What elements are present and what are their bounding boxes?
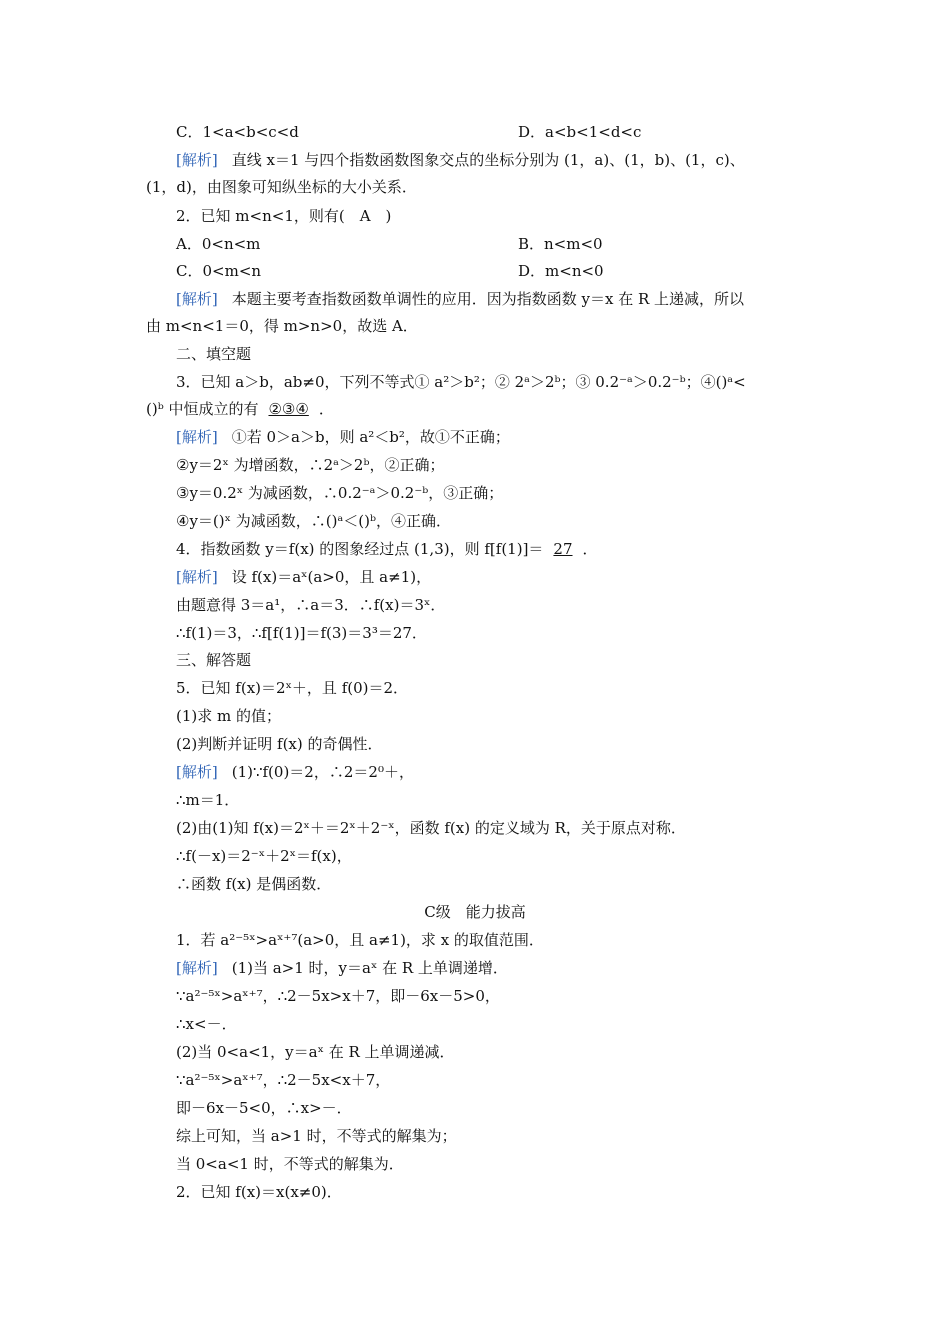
analysis-tag: [解析] [176, 763, 218, 781]
q5-analysis-line-4: ∴f(－x)＝2⁻ˣ＋2ˣ＝f(x)， [176, 847, 352, 865]
c1-analysis-line-3: ∴x<－． [176, 1015, 237, 1033]
q3-analysis-line-3: ③y＝0.2ˣ 为减函数，∴0.2⁻ᵃ＞0.2⁻ᵇ，③正确； [176, 484, 504, 502]
q2-option-c: C．0<m<n [176, 262, 262, 280]
c-question-2: 2．已知 f(x)＝x(x≠0)． [176, 1183, 342, 1201]
q3-analysis-line-4: ④y＝()ˣ 为减函数，∴()ᵃ＜()ᵇ，④正确． [176, 512, 451, 530]
q5-analysis-line-2: ∴m＝1． [176, 791, 240, 809]
analysis-tag: [解析] [176, 290, 218, 308]
section-fill-in-title: 二、填空题 [176, 345, 252, 363]
analysis-tag: [解析] [176, 151, 218, 169]
q2-options-ab [176, 231, 856, 257]
q4-analysis-line-3: ∴f(1)＝3，∴f[f(1)]＝f(3)＝3³＝27． [176, 624, 427, 642]
c-question-1: 1．若 a²⁻⁵ˣ>aˣ⁺⁷(a>0，且 a≠1)，求 x 的取值范围． [176, 931, 544, 949]
c1-analysis-line-5: ∵a²⁻⁵ˣ>aˣ⁺⁷，∴2－5x<x＋7， [176, 1071, 391, 1089]
analysis-tag: [解析] [176, 428, 218, 446]
q3-answer-blank: ②③④ [268, 400, 309, 418]
analysis-tag: [解析] [176, 568, 218, 586]
q4-analysis-line-1: [解析] 设 f(x)＝aˣ(a>0，且 a≠1)， [176, 568, 432, 586]
question-2: 2．已知 m<n<1，则有( A ) [176, 207, 392, 225]
question-3-line-1: 3．已知 a＞b，ab≠0，下列不等式① a²＞b²；② 2ᵃ＞2ᵇ；③ 0.2⁻ᵃ＞0.2⁻ᵇ；④()ᵃ< [176, 373, 746, 391]
c1-analysis-line-7: 综上可知，当 a>1 时，不等式的解集为； [176, 1127, 457, 1145]
q2-options-cd [176, 258, 856, 284]
q5-analysis-line-3: (2)由(1)知 f(x)＝2ˣ＋＝2ˣ＋2⁻ˣ，函数 f(x) 的定义域为 R，关于原点对称． [176, 819, 686, 837]
q1-analysis-line-1: [解析] 直线 x＝1 与四个指数函数图象交点的坐标分别为 (1，a)、(1，b)、(1，c)、 [176, 151, 745, 169]
q1-option-d: D．a<b<1<d<c [518, 123, 642, 141]
analysis-tag: [解析] [176, 959, 218, 977]
q1-options-cd [176, 119, 856, 145]
q2-option-b: B．n<m<0 [518, 235, 603, 253]
section-answer-title: 三、解答题 [176, 651, 252, 669]
q5-analysis-line-1: [解析] (1)∵f(0)＝2，∴2＝2⁰＋， [176, 763, 414, 781]
q3-analysis-line-2: ②y＝2ˣ 为增函数，∴2ᵃ＞2ᵇ，②正确； [176, 456, 445, 474]
level-c-heading: C级 能力拔高 [424, 903, 526, 921]
q3-analysis-line-1: [解析] ①若 0＞a＞b，则 a²＜b²，故①不正确； [176, 428, 510, 446]
q5-analysis-line-5: ∴函数 f(x) 是偶函数． [176, 875, 332, 893]
question-4: 4．指数函数 y＝f(x) 的图象经过点 (1,3)，则 f[f(1)]＝ 27 ． [176, 536, 856, 562]
q4-answer-blank: 27 [553, 540, 573, 558]
c1-analysis-line-2: ∵a²⁻⁵ˣ>aˣ⁺⁷，∴2－5x>x＋7，即－6x－5>0， [176, 987, 500, 1005]
c1-analysis-line-4: (2)当 0<a<1，y＝aˣ 在 R 上单调递减． [176, 1043, 455, 1061]
c1-analysis-line-1: [解析] (1)当 a>1 时，y＝aˣ 在 R 上单调递增． [176, 959, 508, 977]
q2-option-d: D．m<n<0 [518, 262, 604, 280]
q1-analysis-line-2: (1，d)，由图象可知纵坐标的大小关系． [146, 178, 417, 196]
q1-option-c: C．1<a<b<c<d [176, 123, 299, 141]
q2-analysis-line-2: 由 m<n<1＝0，得 m>n>0，故选 A． [146, 317, 418, 335]
question-5-part-2: (2)判断并证明 f(x) 的奇偶性． [176, 735, 383, 753]
question-3-line-2: ()ᵇ 中恒成立的有 ②③④ ． [146, 396, 826, 422]
q4-analysis-line-2: 由题意得 3＝a¹，∴a＝3．∴f(x)＝3ˣ． [176, 596, 446, 614]
q2-option-a: A．0<n<m [176, 235, 261, 253]
c1-analysis-line-6: 即－6x－5<0，∴x>－． [176, 1099, 352, 1117]
q2-analysis-line-1: [解析] 本题主要考查指数函数单调性的应用．因为指数函数 y＝x 在 R 上递减，所以 [176, 290, 745, 308]
question-5: 5．已知 f(x)＝2ˣ＋，且 f(0)＝2． [176, 679, 409, 697]
c1-analysis-line-8: 当 0<a<1 时，不等式的解集为． [176, 1155, 404, 1173]
question-5-part-1: (1)求 m 的值； [176, 707, 282, 725]
